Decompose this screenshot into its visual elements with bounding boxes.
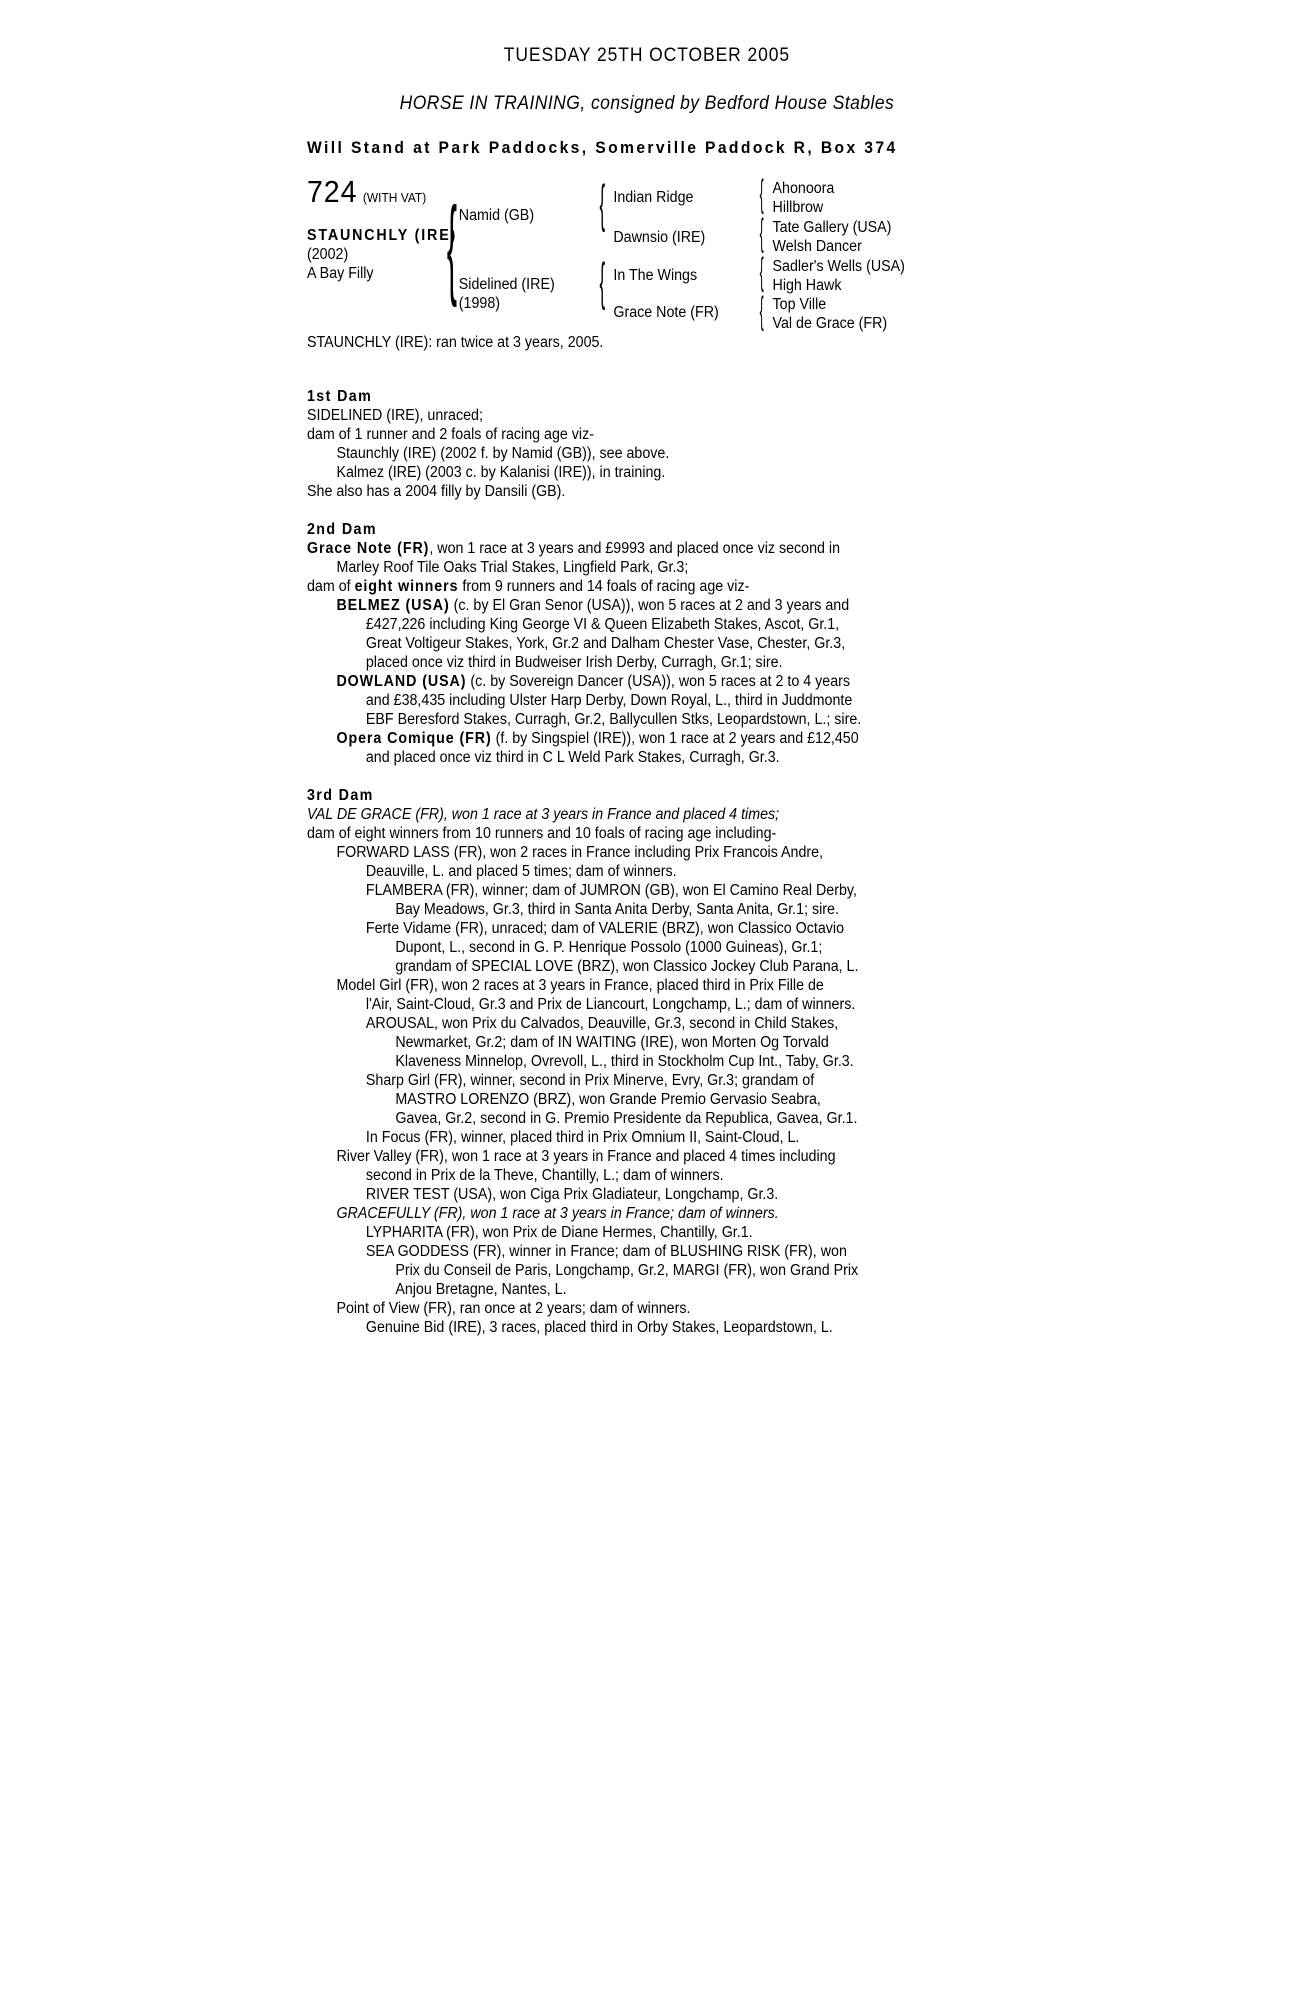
pedigree-dam: Sidelined (IRE) <box>458 276 555 293</box>
progeny-line: Klaveness Minnelop, Ovrevoll, L., third in Stockholm Cup Int., Taby, Gr.3. <box>395 1053 854 1070</box>
pedigree-bracket: { <box>599 175 606 233</box>
dam-line: dam of 1 runner and 2 foals of racing age viz- <box>307 426 594 443</box>
pedigree-bracket: { <box>599 253 606 311</box>
pedigree-dam-dam: Grace Note (FR) <box>613 304 719 321</box>
pedigree-dam-sire: In The Wings <box>613 267 698 284</box>
progeny-line: DOWLAND (USA) (c. by Sovereign Dancer (USA)), won 5 races at 2 to 4 years <box>336 673 851 690</box>
progeny-line: Great Voltigeur Stakes, York, Gr.2 and Dalham Chester Vase, Chester, Gr.3, <box>365 635 846 652</box>
pedigree-sire: Namid (GB) <box>458 207 535 224</box>
horse-name: STAUNCHLY (IRE) <box>307 227 458 244</box>
pedigree-bracket: { <box>759 212 764 254</box>
section-heading: 2nd Dam <box>307 521 377 538</box>
section-heading: 3rd Dam <box>307 787 374 804</box>
vat-label: (WITH VAT) <box>362 190 427 205</box>
progeny-line: Deauville, L. and placed 5 times; dam of winners. <box>365 863 677 880</box>
progeny-line: Newmarket, Gr.2; dam of IN WAITING (IRE), won Morten Og Torvald <box>395 1034 829 1051</box>
pedigree-dam-year: (1998) <box>458 295 501 312</box>
pedigree-g3-1: Ahonoora <box>772 180 835 197</box>
dam-line: Grace Note (FR), won 1 race at 3 years and £9993 and placed once viz second in <box>307 540 841 557</box>
progeny-line: l'Air, Saint-Cloud, Gr.3 and Prix de Liancourt, Longchamp, L.; dam of winners. <box>365 996 856 1013</box>
progeny-line: GRACEFULLY (FR), won 1 race at 3 years in France; dam of winners. <box>336 1205 779 1222</box>
pedigree-bracket: { <box>759 290 764 332</box>
progeny-line: Genuine Bid (IRE), 3 races, placed third in Orby Stakes, Leopardstown, L. <box>365 1319 833 1336</box>
progeny-line: BELMEZ (USA) (c. by El Gran Senor (USA)), won 5 races at 2 and 3 years and <box>336 597 850 614</box>
dam-line: She also has a 2004 filly by Dansili (GB). <box>307 483 566 500</box>
stand-location: Will Stand at Park Paddocks, Somerville Paddock R, Box 374 <box>307 138 898 157</box>
progeny-line: Bay Meadows, Gr.3, third in Santa Anita Derby, Santa Anita, Gr.1; sire. <box>395 901 839 918</box>
progeny-line: Prix du Conseil de Paris, Longchamp, Gr.2, MARGI (FR), won Grand Prix <box>395 1262 859 1279</box>
progeny-line: Dupont, L., second in G. P. Henrique Possolo (1000 Guineas), Gr.1; <box>395 939 823 956</box>
dam-line: dam of eight winners from 9 runners and 14 foals of racing age viz- <box>307 578 750 595</box>
progeny-line: grandam of SPECIAL LOVE (BRZ), won Classico Jockey Club Parana, L. <box>395 958 859 975</box>
progeny-line: placed once viz third in Budweiser Irish Derby, Curragh, Gr.1; sire. <box>365 654 783 671</box>
progeny-line: Sharp Girl (FR), winner, second in Prix Minerve, Evry, Gr.3; grandam of <box>365 1072 815 1089</box>
dam-line: dam of eight winners from 10 runners and 10 foals of racing age including- <box>307 825 777 842</box>
progeny-line: FORWARD LASS (FR), won 2 races in France including Prix Francois Andre, <box>336 844 824 861</box>
pedigree-g3-2: Hillbrow <box>772 199 824 216</box>
pedigree-bracket: { <box>446 185 457 308</box>
dam-line: Marley Roof Tile Oaks Trial Stakes, Lingfield Park, Gr.3; <box>336 559 689 576</box>
progeny-line: Ferte Vidame (FR), unraced; dam of VALERIE (BRZ), won Classico Octavio <box>365 920 845 937</box>
lot-number-value: 724 <box>307 174 358 209</box>
pedigree-g3-4: Welsh Dancer <box>772 238 862 255</box>
consignment-line: HORSE IN TRAINING, consigned by Bedford House Stables <box>399 93 895 114</box>
progeny-line: £427,226 including King George VI & Queen Elizabeth Stakes, Ascot, Gr.1, <box>365 616 840 633</box>
progeny-line: Gavea, Gr.2, second in G. Premio Presidente da Republica, Gavea, Gr.1. <box>395 1110 858 1127</box>
pedigree-g3-7: Top Ville <box>772 296 827 313</box>
progeny-line: and £38,435 including Ulster Harp Derby, Down Royal, L., third in Juddmonte <box>365 692 853 709</box>
sale-date: TUESDAY 25TH OCTOBER 2005 <box>503 45 791 66</box>
progeny-line: LYPHARITA (FR), won Prix de Diane Hermes, Chantilly, Gr.1. <box>365 1224 753 1241</box>
pedigree-bracket: { <box>759 251 764 293</box>
progeny-line: and placed once viz third in C L Weld Park Stakes, Curragh, Gr.3. <box>365 749 780 766</box>
pedigree-g3-6: High Hawk <box>772 277 842 294</box>
dam-line: SIDELINED (IRE), unraced; <box>307 407 483 424</box>
progeny-line: AROUSAL, won Prix du Calvados, Deauville, Gr.3, second in Child Stakes, <box>365 1015 839 1032</box>
progeny-line: Point of View (FR), ran once at 2 years; dam of winners. <box>336 1300 691 1317</box>
progeny-line: FLAMBERA (FR), winner; dam of JUMRON (GB), won El Camino Real Derby, <box>365 882 857 899</box>
pedigree-bracket: { <box>759 173 764 215</box>
dam-line: VAL DE GRACE (FR), won 1 race at 3 years in France and placed 4 times; <box>307 806 780 823</box>
horse-description: A Bay Filly <box>307 265 374 282</box>
progeny-line: Anjou Bretagne, Nantes, L. <box>395 1281 567 1298</box>
lot-number <box>307 174 427 209</box>
progeny-line: second in Prix de la Theve, Chantilly, L.; dam of winners. <box>365 1167 724 1184</box>
progeny-line: SEA GODDESS (FR), winner in France; dam of BLUSHING RISK (FR), won <box>365 1243 847 1260</box>
race-summary: STAUNCHLY (IRE): ran twice at 3 years, 2005. <box>307 334 604 351</box>
pedigree-g3-3: Tate Gallery (USA) <box>772 219 892 236</box>
progeny-line: EBF Beresford Stakes, Curragh, Gr.2, Ballycullen Stks, Leopardstown, L.; sire. <box>365 711 862 728</box>
progeny-line: Model Girl (FR), won 2 races at 3 years in France, placed third in Prix Fille de <box>336 977 824 994</box>
progeny-line: River Valley (FR), won 1 race at 3 years in France and placed 4 times including <box>336 1148 836 1165</box>
progeny-line: Kalmez (IRE) (2003 c. by Kalanisi (IRE)), in training. <box>336 464 666 481</box>
pedigree-notes <box>307 368 933 1337</box>
progeny-line: Opera Comique (FR) (f. by Singspiel (IRE)), won 1 race at 2 years and £12,450 <box>336 730 859 747</box>
pedigree-g3-5: Sadler's Wells (USA) <box>772 258 905 275</box>
pedigree-g3-8: Val de Grace (FR) <box>772 315 888 332</box>
section-heading: 1st Dam <box>307 388 373 405</box>
progeny-line: Staunchly (IRE) (2002 f. by Namid (GB)), see above. <box>336 445 670 462</box>
pedigree-sire-dam: Dawnsio (IRE) <box>613 229 706 246</box>
progeny-line: RIVER TEST (USA), won Ciga Prix Gladiateur, Longchamp, Gr.3. <box>365 1186 779 1203</box>
progeny-line: MASTRO LORENZO (BRZ), won Grande Premio Gervasio Seabra, <box>395 1091 821 1108</box>
progeny-line: In Focus (FR), winner, placed third in Prix Omnium II, Saint-Cloud, L. <box>365 1129 800 1146</box>
horse-year: (2002) <box>307 246 349 263</box>
pedigree-sire-sire: Indian Ridge <box>613 189 694 206</box>
